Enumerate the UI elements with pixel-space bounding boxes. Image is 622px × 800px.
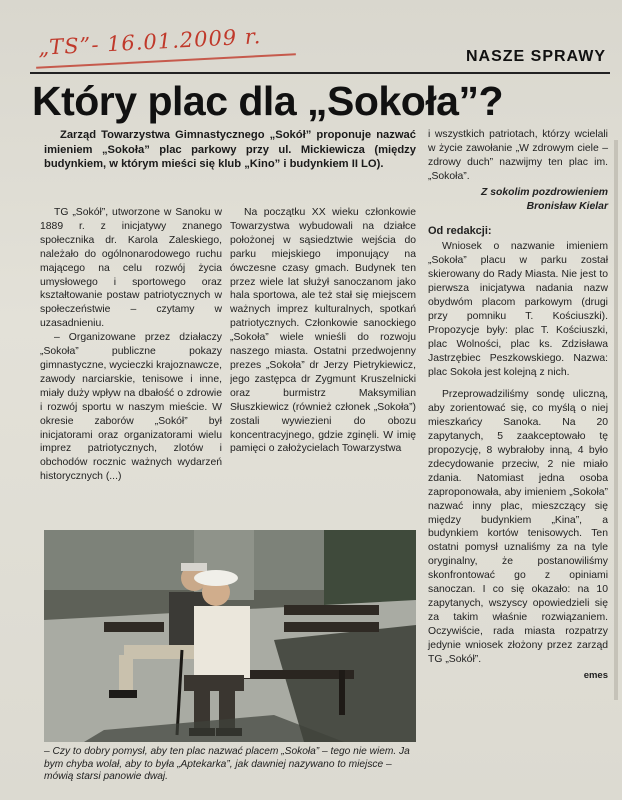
editorial-paragraph: Przeprowadziliśmy sondę uliczną, aby zorientować się, co myślą o niej mieszkańcy Sanoka. Na 20 zapytanych, 5 zaakceptowało tę propozycję, 8 wybrałoby inną, 4 było zdecydowanie przeciw, 2 nie miało zdania. Natomiast jedna osoba zaproponowała, aby imieniem „Sokoła” nazwać inny plac, mieszczący się między budynkiem „Kina”, a budynkiem kortów tenisowych. Ten ostatni pomysł uznaliśmy za na tyle oryginalny, że postanowiliśmy skonfrontować go z opiniami sanoczan. I co się okazało: na 10 zapytanych, wszyscy opowiedzieli się za takim właśnie rozwiązaniem. Oczywiście, rada miasta rozpatrzy jedynie wniosek złożony przez zarząd TG „Sokół”. <box>428 389 608 665</box>
headline: Który plac dla „Sokoła”? <box>32 78 503 124</box>
photo-caption: – Czy to dobry pomysł, aby ten plac nazwać placem „Sokoła” – tego nie wiem. Ja bym chyba wolał, aby to była „Aptekarka”, jak dawniej nazywano to miejsce – mówią starsi panowie dwaj. <box>44 746 410 782</box>
handwritten-date-annotation: „TS”- 16.01.2009 r. <box>37 24 262 60</box>
column-2 <box>230 206 416 528</box>
section-title: NASZE SPRAWY <box>465 48 606 65</box>
col2-paragraph: Na początku XX wieku członkowie Towarzystwa wybudowali na działce położonej w sąsiedztwie wejścia do parku miejskiego imponujący na ówczesne czasy gmach. Budynek ten przez wiele lat służył sanoczanom jako hala sportowa, ale też stał się miejscem ważnych imprez kulturalnych, spotkań patriotycznych. Członkowie sanockiego „Sokoła” wiele wnieśli do rozwoju naszego miasta. Ostatni przedwojenny prezes „Sokoła” dr Jerzy Pietrykiewicz, jego zastępca dr Zygmunt Kruszelnicki oraz burmistrz Maksymilian Słuszkiewicz (również członek „Sokoła”) zostali wywiezieni do obozu koncentracyjnego, gdzie zginęli. W imię pamięci o założycielach Towarzystwa <box>230 207 416 455</box>
col1-paragraph: – Organizowane przez działaczy „Sokoła” publiczne pokazy gimnastyczne, wycieczki krajoznawcze, zawody narciarskie, tenisowe i inne, miały duży wpływ na dbałość o zdrowie i rozwój sportu w naszym mieście. W okresie zaborów „Sokół” był inicjatorami oraz organizatorami wielu imprez patriotycznych, zlotów i obchodów rocznic ważnych wydarzeń historycznych (...) <box>40 332 222 483</box>
col3-intro: i wszystkich patriotach, którzy wcielali w życie zawołanie „W zdrowym ciele – zdrowy duch” nazwijmy ten plac im. „Sokoła”. <box>428 129 608 182</box>
editorial-paragraph: Wniosek o nazwanie imieniem „Sokoła” placu w parku został skierowany do Rady Miasta. Nie jest to pierwsza inicjatywa nadania nazw obydwóm placom parkowym (drugi przy pomniku T. Kościuszki). Propozycje były: plac T. Kościuszki, plac Wolności, plac ks. Zdzisława Jastrzębiec Peszkowskiego. Nazwa: plac Sokoła jest kolejną z nich. <box>428 241 608 378</box>
lead-paragraph: Zarząd Towarzystwa Gimnastycznego „Sokół” proponuje nazwać imieniem „Sokoła” plac parkowy przy ul. Mickiewicza (między budynkiem, w którym mieści się klub „Kino” i budynkiem II LO). <box>44 129 416 170</box>
signature-greeting: Z sokolim pozdrowieniem <box>480 186 608 198</box>
editorial-label: Od redakcji: <box>428 225 492 238</box>
page-edge <box>614 140 618 700</box>
editorial-author: emes <box>583 669 608 681</box>
signature-name: Bronisław Kielar <box>526 200 608 212</box>
photo-illustration <box>44 530 416 742</box>
column-3 <box>428 128 608 682</box>
photo-men-on-bench <box>44 530 416 742</box>
column-1 <box>40 206 222 528</box>
header-rule <box>30 72 610 74</box>
col1-paragraph: TG „Sokół”, utworzone w Sanoku w 1889 r. z inicjatywy znanego społecznika dr. Karola Zaleskiego, należało do ogólnonarodowego ruchu mającego na celu rozwój życia umysłowego i sportowego oraz kształtowanie postaw patriotycznych w społeczeństwie – czytamy w uzasadnieniu. <box>40 207 222 330</box>
